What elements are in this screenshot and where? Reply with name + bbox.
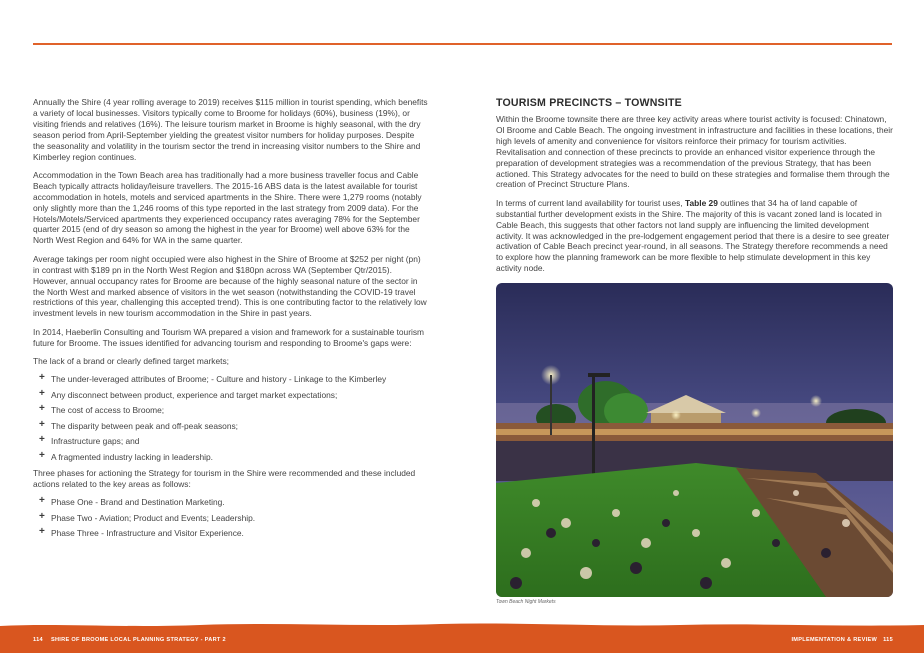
paragraph: In terms of current land availability for tourist uses, Table 29 outlines that 34 ha of land capable of substantial further development exists in the Shire. The majority of this is vacant zoned land is located in Cable Beach, this suggests that other factors not land supply are influencing the limited development activity. It was acknowledged in the pre-lodgement engagement period that there is a desire to see greater activation of Cable Beach precinct year-round, in all seasons. The Strategy therefore recommends a need to explore how the planning framework can be more flexible to help stimulate development in this key activity node. bbox=[496, 197, 890, 274]
paragraph: The lack of a brand or clearly defined target markets; bbox=[33, 356, 229, 367]
footer-right bbox=[791, 637, 893, 643]
plus-icon: + bbox=[39, 403, 45, 415]
night-markets-photo bbox=[496, 283, 893, 597]
section-title: IMPLEMENTATION & REVIEW bbox=[791, 637, 878, 643]
paragraph: Three phases for actioning the Strategy for tourism in the Shire were recommended and these included actions related to the key areas as follows: bbox=[33, 467, 416, 489]
plus-icon: + bbox=[39, 449, 45, 461]
paragraph: In 2014, Haeberlin Consulting and Tourism WA prepared a vision and framework for a sustainable tourism future for Broome. The issues identified for advancing tourism and responding to Broome's gaps were: bbox=[33, 326, 425, 348]
right-column bbox=[496, 97, 893, 282]
plus-icon: + bbox=[39, 418, 45, 430]
paragraph: Average takings per room night occupied were also highest in the Shire of Broome at $252 per night (pn) in contrast with $189 pn in the North West Region and $180pn across WA (September Qtr/2015). However, annual occupancy rates for Broome are because of the highly seasonal nature of the sector in the North West and marked absence of visitors in the wet season (notwithstanding the COVID-19 travel restrictions of this year, challenging this accepted trend). This is one contributing factor to the relatively low investment levels in new tourism accommodation in the Shire in past years. bbox=[33, 253, 427, 319]
photo-caption: Town Beach Night Markets bbox=[496, 599, 556, 605]
list-item: + A fragmented industry lacking in leadership. bbox=[39, 449, 214, 462]
plus-icon: + bbox=[39, 510, 45, 522]
list-item: + The cost of access to Broome; bbox=[39, 403, 165, 416]
top-divider bbox=[33, 43, 892, 45]
paragraph: Accommodation in the Town Beach area has traditionally had a more business traveller focus and Cable Beach typically attracts holiday/leisure travellers. The 2015-16 ABS data is the latest available for tourist accommodation in hotels, motels and serviced apartments in the Shire. There were 1,279 rooms (notably only slightly more than the 1,246 rooms of this type reported in the last strategy from 2009 data). For the Hotels/Motels/Serviced apartments they experienced occupancy rates averaging 78% for the September quarter 2015 (end of dry season so among the highest in the year for Broome) well above 63% for the North West Region and 64% for WA in the same quarter. bbox=[33, 169, 422, 246]
gaps-list bbox=[33, 374, 428, 462]
document-title: SHIRE OF BROOME LOCAL PLANNING STRATEGY - PART 2 bbox=[50, 637, 226, 643]
list-item: + Any disconnect between product, experience and target market expectations; bbox=[39, 387, 338, 400]
page-number-right: 115 bbox=[883, 637, 893, 643]
plus-icon: + bbox=[39, 526, 45, 538]
table-reference: Table 29 bbox=[684, 197, 718, 208]
section-heading: TOURISM PRECINCTS – TOWNSITE bbox=[496, 97, 682, 109]
plus-icon: + bbox=[39, 372, 45, 384]
paragraph: Within the Broome townsite there are three key activity areas where tourist activity is focused: Chinatown, Ol Broome and Cable Beach. The ongoing investment in infrastructure and facilities in these locations, their high levels of amenity and convenience for visitors reinforce their primacy for tourism activities. Revitalisation and connection of these precincts to provide an enhanced visitor experience through the preparation of development strategies was a recommendation of the previous Strategy, that has been actioned. This Strategy advocates for the need to build on these strategies and formalise them through the creation of Precinct Structure Plans. bbox=[496, 114, 893, 190]
footer-left bbox=[33, 637, 226, 643]
paragraph: Annually the Shire (4 year rolling average to 2019) receives $115 million in tourist spending, which benefits a variety of local businesses. Visitors typically come to Broome for holidays (60%), business (19%), or visiting friends and relatives (16%). The leisure tourism market in Broome is highly seasonal, with the dry season period from April-September yielding the greatest visitor numbers for holiday purposes. Despite the seasonality and volatility in the tourism sector the trend in increasing visitor numbers to the Shire and Kimberley region continues. bbox=[33, 97, 428, 162]
plus-icon: + bbox=[39, 495, 45, 507]
list-item: + The disparity between peak and off-peak seasons; bbox=[39, 418, 239, 431]
left-column bbox=[33, 97, 428, 544]
plus-icon: + bbox=[39, 434, 45, 446]
list-item: + Infrastructure gaps; and bbox=[39, 434, 140, 447]
list-item: + Phase One - Brand and Destination Marketing. bbox=[39, 495, 225, 508]
page-number-left: 114 bbox=[33, 637, 43, 643]
list-item: + Phase Two - Aviation; Product and Events; Leadership. bbox=[39, 510, 256, 523]
phases-list bbox=[33, 497, 428, 539]
list-item: + Phase Three - Infrastructure and Visitor Experience. bbox=[39, 526, 244, 539]
list-item: + The under-leveraged attributes of Broome; - Culture and history - Linkage to the Kimberley bbox=[39, 372, 387, 385]
plus-icon: + bbox=[39, 387, 45, 399]
